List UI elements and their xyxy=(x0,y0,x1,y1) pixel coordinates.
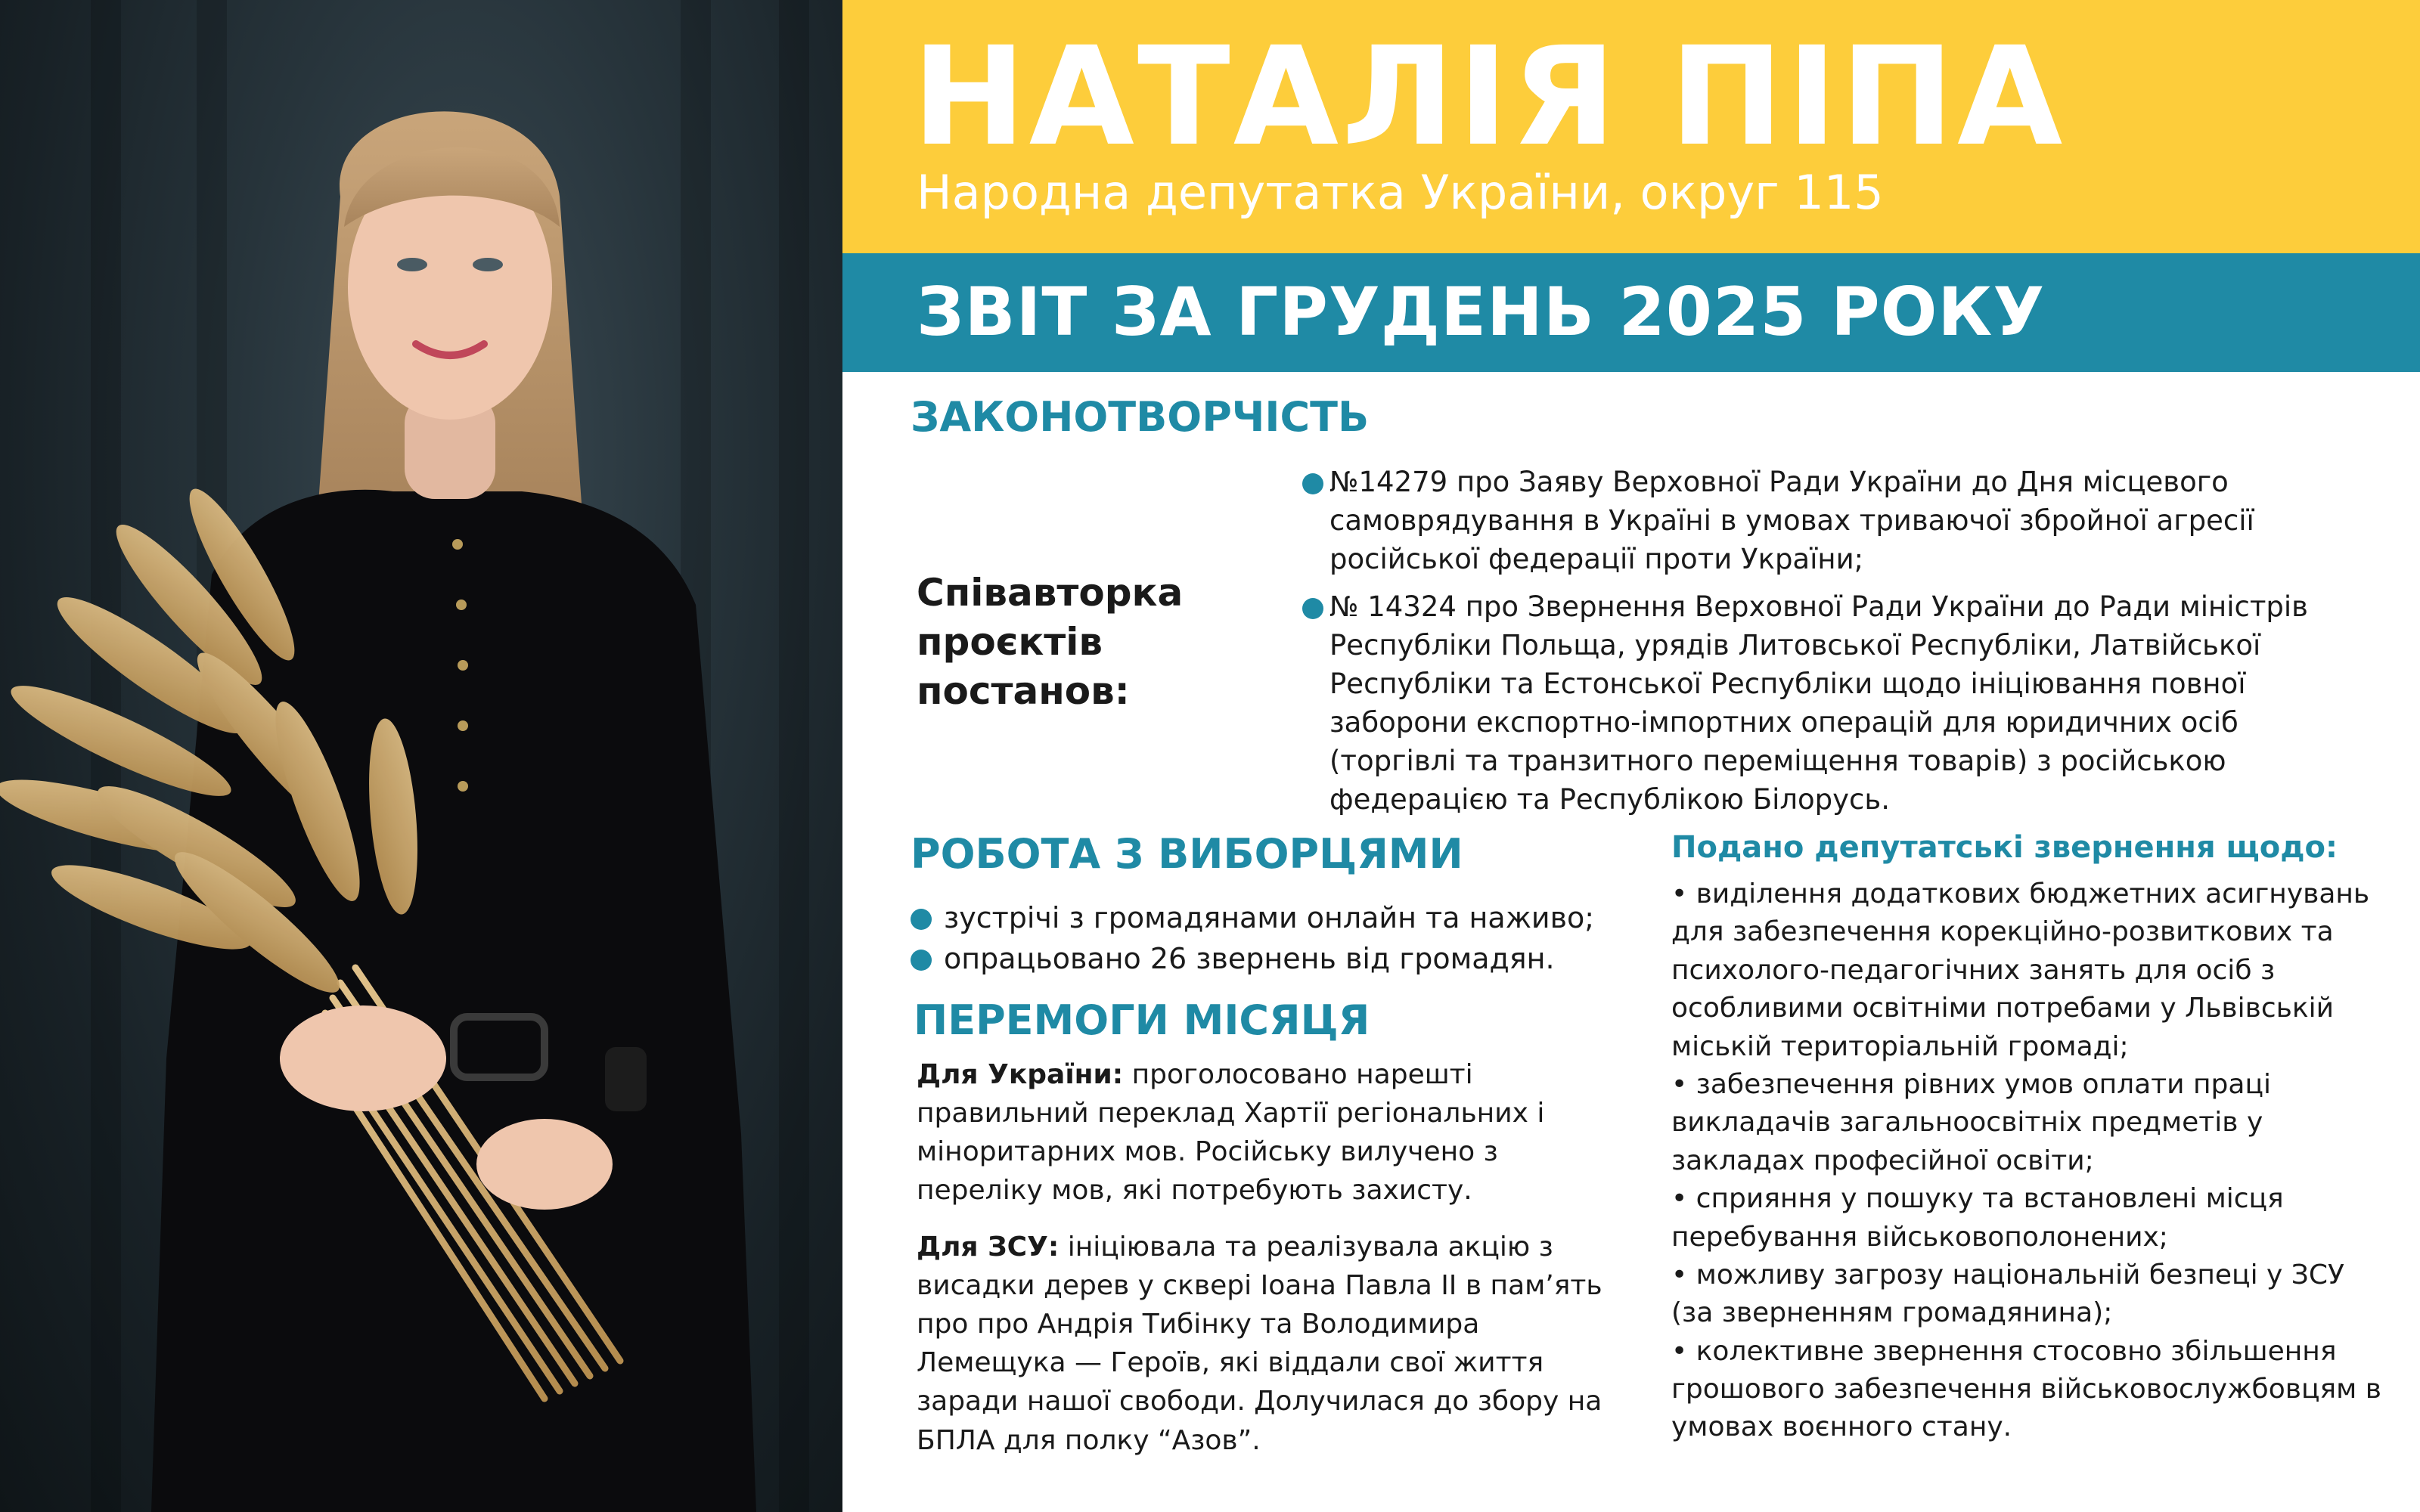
bill-item xyxy=(1302,587,2361,819)
wins-heading: ПЕРЕМОГИ МІСЯЦЯ xyxy=(914,996,1370,1044)
appeal-item: • виділення додаткових бюджетних асигнувань для забезпечення корекційно-розвиткових та психолого-педагогічних занять для осіб з особливими освітніми потребами у Львівській міській територіальній громаді; xyxy=(1671,878,2370,1062)
appeal-item: • колективне звернення стосовно збільшення грошового забезпечення військовослужбовцям в умовах воєнного стану. xyxy=(1671,1335,2381,1443)
deputy-name: НАТАЛІЯ ПІПА xyxy=(912,18,2066,176)
voters-item xyxy=(911,900,1637,937)
voters-item xyxy=(911,940,1637,978)
appeals-list xyxy=(1671,875,2382,1447)
woman-with-wheat-illustration xyxy=(0,0,842,1512)
portrait-photo xyxy=(0,0,842,1512)
bullet-dot xyxy=(911,909,932,930)
appeal-item: • забезпечення рівних умов оплати праці викладачів загальноосвітніх предметів у закладах професійної освіти; xyxy=(1671,1068,2271,1176)
lawmaking-heading: ЗАКОНОТВОРЧІСТЬ xyxy=(911,393,1370,441)
wins-ukraine-text: проголосовано нарешті правильний переклад Хартії регіональних і міноритарних мов. Російську вилучено з переліку мов, які потребують захисту. xyxy=(917,1059,1545,1207)
voters-item-text: опрацьовано 26 звернень від громадян. xyxy=(944,942,1555,975)
wins-zsu xyxy=(917,1228,1627,1460)
bullet-dot xyxy=(1302,598,1323,619)
appeal-item: • можливу загрозу національній безпеці у ЗСУ (за зверненням громадянина); xyxy=(1671,1259,2344,1329)
bill-item xyxy=(1302,463,2361,578)
wins-ukraine xyxy=(917,1055,1627,1210)
wins-ukraine-label: Для України: xyxy=(917,1059,1124,1090)
coauthor-label: Співавторка проєктів постанов: xyxy=(917,571,1184,713)
wins-zsu-label: Для ЗСУ: xyxy=(917,1232,1060,1263)
wins-zsu-text: ініціювала та реалізувала акцію з висадки дерев у сквері Іоана Павла ІІ в пам’ять про про Андрія Тибінку та Володимира Лемещука — Героїв, які віддали свої життя заради нашої свободи. Долучилася до збору на БПЛА для полку “Азов”. xyxy=(917,1232,1602,1456)
report-title: ЗВІТ ЗА ГРУДЕНЬ 2025 РОКУ xyxy=(917,273,2046,351)
bill-text: № 14324 про Звернення Верховної Ради України до Ради міністрів Республіки Польща, урядів Литовської Республіки, Латвійської Республіки та Естонської Республіки щодо ініціювання повної заборони експортно-імпортних операцій для юридичних осіб (торгівлі та транзитного переміщення товарів) з російською федерацією та Республікою Білорусь. xyxy=(1329,590,2308,816)
bullet-dot xyxy=(1302,473,1323,494)
voters-item-text: зустрічі з громадянами онлайн та наживо; xyxy=(944,901,1595,934)
deputy-subtitle: Народна депутатка України, округ 115 xyxy=(917,165,1884,220)
bill-text: №14279 про Заяву Верховної Ради України до Дня місцевого самоврядування в Україні в умовах триваючої збройної агресії російської федерації проти України; xyxy=(1329,466,2254,576)
bullet-dot xyxy=(911,950,932,971)
voters-heading: РОБОТА З ВИБОРЦЯМИ xyxy=(911,830,1463,878)
appeals-title: Подано депутатські звернення щодо: xyxy=(1671,830,2338,865)
appeal-item: • сприяння у пошуку та встановлені місця перебування військовополонених; xyxy=(1671,1183,2284,1253)
